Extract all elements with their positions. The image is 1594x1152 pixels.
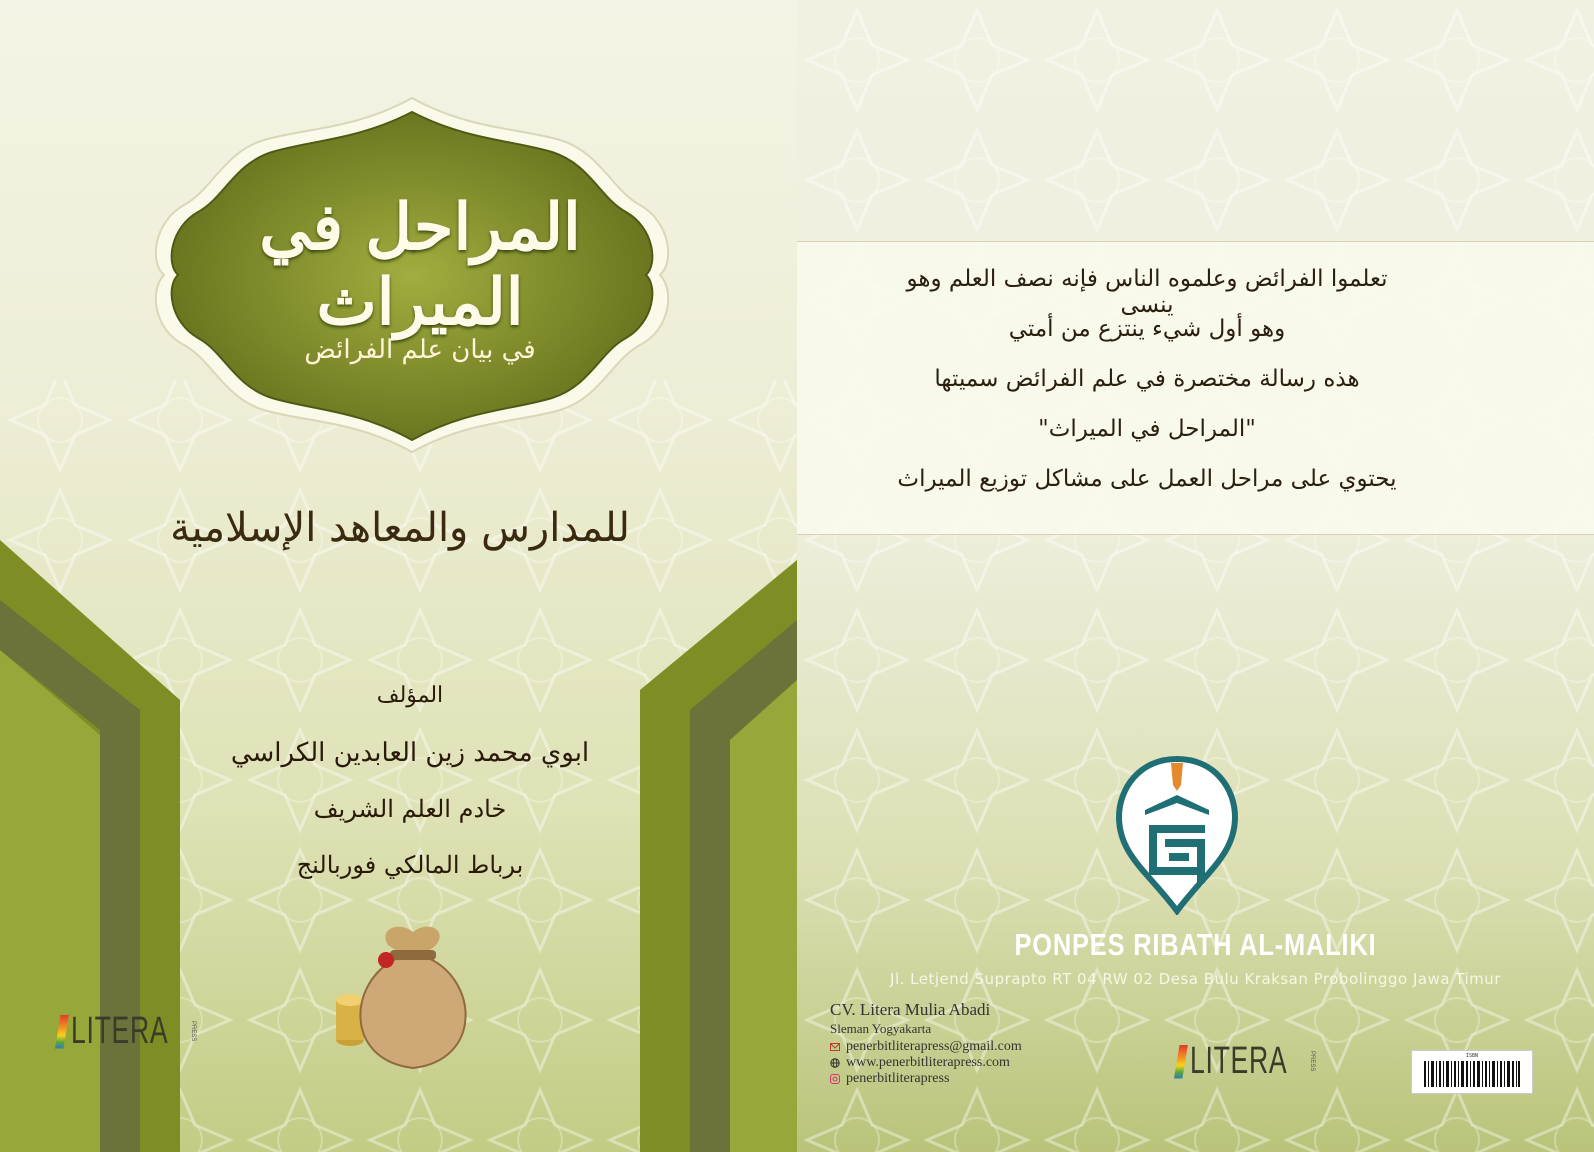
book-subtitle: للمدارس والمعاهد الإسلامية — [170, 505, 630, 551]
quote-line-2: وهو أول شيء ينتزع من أمتي — [1008, 316, 1286, 342]
barcode — [1411, 1050, 1533, 1094]
contact-website — [830, 1055, 1010, 1071]
publisher-logo-text: LITERA — [71, 1010, 169, 1052]
quote-panel — [797, 241, 1594, 535]
publisher-logo-text: LITERA — [1190, 1040, 1288, 1082]
book-title: المراحل في الميراث — [259, 190, 581, 340]
litera-mark-icon — [1174, 1045, 1188, 1079]
author-name: ابوي محمد زين العابدين الكراسي — [230, 738, 590, 768]
publisher-logo-small: PRESS — [190, 1021, 197, 1042]
contact-website-text: www.penerbitliterapress.com — [846, 1055, 1010, 1070]
instagram-icon — [830, 1074, 840, 1084]
quote-line-5: يحتوي على مراحل العمل على مشاكل توزيع الميراث — [897, 466, 1397, 492]
contact-instagram — [830, 1071, 949, 1087]
quote-line-4: "المراحل في الميراث" — [1038, 416, 1256, 442]
institution-logo-icon — [1115, 755, 1239, 915]
author-role: خادم العلم الشريف — [313, 795, 507, 823]
author-heading: المؤلف — [376, 683, 444, 708]
contact-instagram-text: penerbitliterapress — [846, 1071, 950, 1086]
contact-email — [830, 1039, 1022, 1055]
money-bag-icon — [328, 920, 498, 1080]
contact-email-text: penerbitliterapress@gmail.com — [846, 1039, 1022, 1054]
quote-line-1: تعلموا الفرائض وعلموه الناس فإنه نصف العلم وهو ينسى — [906, 266, 1388, 318]
barcode-bars-icon — [1424, 1061, 1520, 1087]
author-place: برباط المالكي فوربالنج — [296, 851, 524, 879]
quote-line-3: هذه رسالة مختصرة في علم الفرائض سميتها — [934, 366, 1360, 392]
back-cover — [797, 0, 1594, 1152]
book-title-sub: في بيان علم الفرائض — [304, 335, 536, 365]
publisher-city: Sleman Yogyakarta — [830, 1021, 932, 1036]
barcode-number: ISBN — [1465, 1053, 1479, 1059]
publisher-logo-front — [55, 1010, 196, 1053]
publisher-logo-back — [1174, 1040, 1315, 1083]
mail-icon — [830, 1042, 840, 1052]
globe-icon — [830, 1058, 840, 1068]
publisher-logo-small: PRESS — [1309, 1051, 1316, 1072]
institution-address: Jl. Letjend Suprapto RT 04 RW 02 Desa Bulu Kraksan Probolinggo Jawa Timur — [890, 970, 1501, 988]
litera-mark-icon — [55, 1015, 69, 1049]
institution-name: PONPES RIBATH AL-MALIKI — [1014, 927, 1377, 962]
publisher-name: CV. Litera Mulia Abadi — [830, 1000, 991, 1019]
